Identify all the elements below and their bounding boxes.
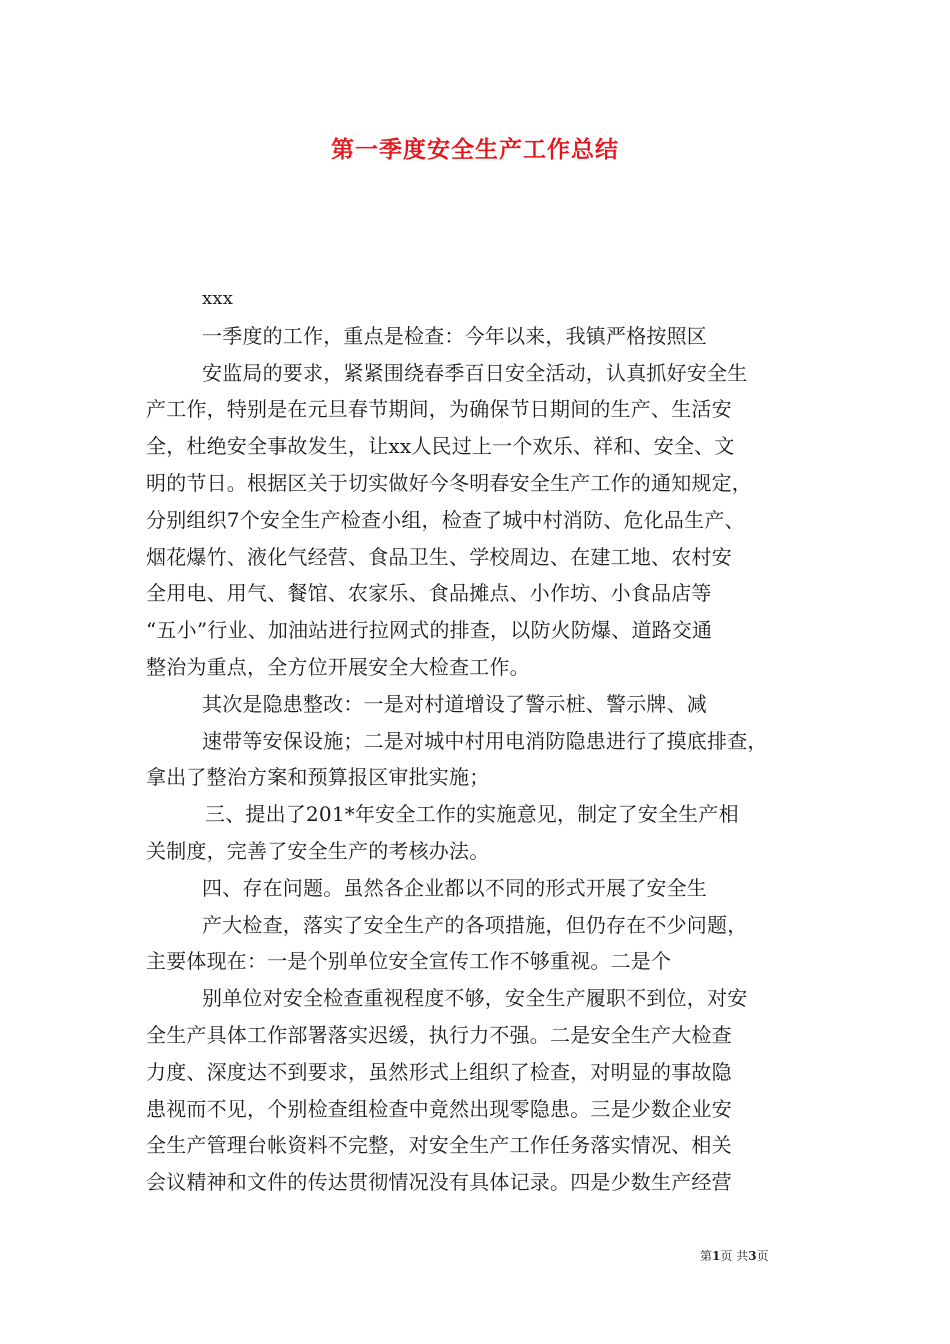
text-line: 其次是隐患整改：一是对村道增设了警示桩、警示牌、减	[202, 691, 707, 716]
text-line: 产工作，特别是在元旦春节期间，为确保节日期间的生产、生活安	[146, 397, 732, 422]
text-line: 主要体现在：一是个别单位安全宣传工作不够重视。二是个	[146, 949, 672, 974]
text-line: 全，杜绝安全事故发生，让xx人民过上一个欢乐、祥和、安全、文	[146, 434, 735, 459]
text-line: 会议精神和文件的传达贯彻情况没有具体记录。四是少数生产经营	[146, 1170, 732, 1195]
text-line: 一季度的工作，重点是检查：今年以来，我镇严格按照区	[202, 323, 707, 348]
text-line: 别单位对安全检查重视程度不够，安全生产履职不到位，对安	[202, 986, 748, 1011]
footer-prefix: 第	[700, 1249, 713, 1263]
document-body	[146, 281, 826, 1201]
text-line: 整治为重点，全方位开展安全大检查工作。	[146, 654, 530, 679]
text-line: 速带等安保设施；二是对城中村用电消防隐患进行了摸底排查，	[202, 728, 768, 753]
text-line: 关制度，完善了安全生产的考核办法。	[146, 838, 490, 863]
page-number-footer	[700, 1247, 850, 1265]
text-line: 产大检查，落实了安全生产的各项措施，但仍存在不少问题，	[202, 912, 748, 937]
footer-suffix: 页	[756, 1249, 769, 1263]
text-line: 分别组织7个安全生产检查小组，检查了城中村消防、危化品生产、	[146, 507, 745, 532]
text-line: 全生产管理台帐资料不完整，对安全生产工作任务落实情况、相关	[146, 1133, 732, 1158]
author-line: xxx	[202, 288, 234, 309]
text-line: 全用电、用气、餐馆、农家乐、食品摊点、小作坊、小食品店等	[146, 581, 712, 606]
total-page-number: 3	[748, 1249, 757, 1263]
text-line: “五小”行业、加油站进行拉网式的排查，以防火防爆、道路交通	[146, 618, 713, 643]
current-page-number: 1	[712, 1249, 721, 1263]
text-line: 三、提出了201*年安全工作的实施意见，制定了安全生产相	[205, 802, 739, 827]
document-title: 第一季度安全生产工作总结	[331, 137, 619, 163]
text-line: 患视而不见，个别检查组检查中竟然出现零隐患。三是少数企业安	[146, 1096, 732, 1121]
text-line: 拿出了整治方案和预算报区审批实施；	[146, 765, 490, 790]
text-line: 安监局的要求，紧紧围绕春季百日安全活动，认真抓好安全生	[202, 360, 748, 385]
text-line: 全生产具体工作部署落实迟缓，执行力不强。二是安全生产大检查	[146, 1022, 732, 1047]
text-line: 明的节日。根据区关于切实做好今冬明春安全生产工作的通知规定，	[146, 470, 752, 495]
footer-middle: 页 共	[720, 1249, 749, 1263]
text-line: 四、存在问题。虽然各企业都以不同的形式开展了安全生	[202, 875, 707, 900]
text-line: 力度、深度达不到要求，虽然形式上组织了检查，对明显的事故隐	[146, 1059, 732, 1084]
text-line: 烟花爆竹、液化气经营、食品卫生、学校周边、在建工地、农村安	[146, 544, 732, 569]
